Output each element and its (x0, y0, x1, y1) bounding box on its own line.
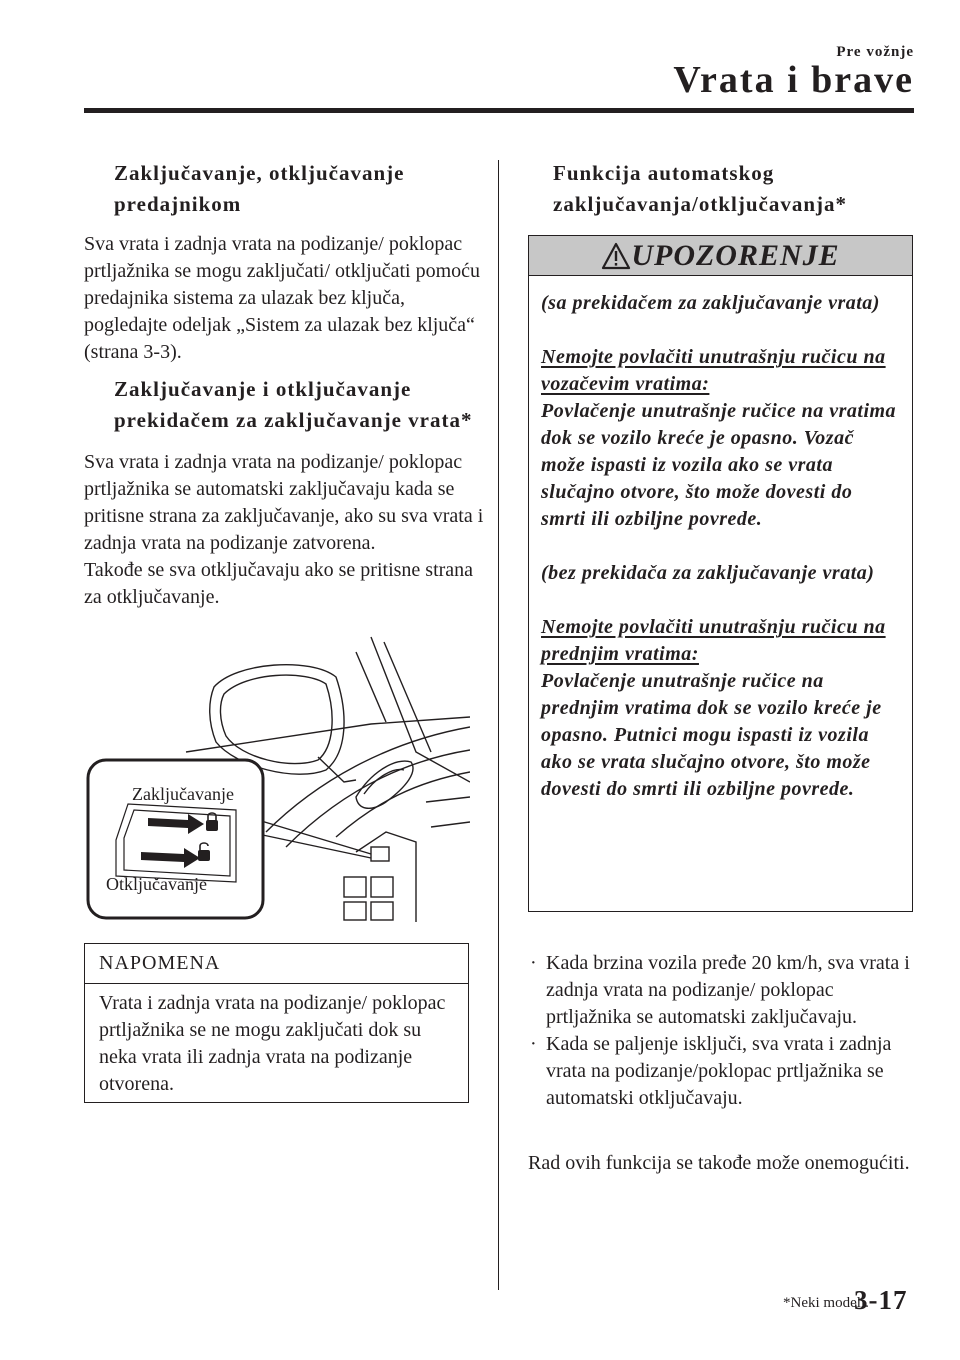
lock-switch-paragraph-1: Sva vrata i zadnja vrata na podizanje/ poklopac prtljažnika se automatski zaključavaju kada se pritisne strana za zaključavanje, ako su sva vrata i zadnja vrata na podizanje zatvorena. (84, 451, 484, 554)
section-body-transmitter: Sva vrata i zadnja vrata na podizanje/ poklopac prtljažnika se mogu zaključati/ otključati pomoću predajnika sistema za ulazak bez ključa, pogledajte odeljak „Sistem za ulazak bez ključa“ (strana 3-3). (84, 233, 480, 363)
door-lock-switch-illustration (86, 632, 470, 922)
warning-box (528, 235, 913, 912)
note-text: Vrata i zadnja vrata na podizanje/ poklopac prtljažnika se ne mogu zaključati dok su neka vrata ili zadnja vrata na podizanje otvorena. (99, 992, 446, 1095)
note-heading: NAPOMENA (85, 944, 468, 984)
column-divider (498, 160, 499, 1290)
page-number: 3-17 (854, 1285, 908, 1315)
warning-triangle-icon (601, 242, 631, 270)
page-title: Vrata i brave (673, 59, 914, 101)
section-heading-auto-lock: Funkcija automatskog zaključavanja/otključavanja* (553, 161, 848, 216)
warning-text-1: Povlačenje unutrašnje ručice na vratima dok se vozilo kreće je opasno. Vozač može ispasti iz vozila ako se vrata slučajno otvore, što može dovesti do smrti ili ozbiljne povrede. (541, 400, 897, 530)
list-item: · Kada brzina vozila pređe 20 km/h, sva vrata i zadnja vrata na podizanje/ poklopac prtljažnika se automatski zaključavaju. (530, 952, 910, 1028)
warning-heading: UPOZORENJE (631, 238, 840, 272)
section-heading-lock-switch: Zaključavanje i otključavanje prekidačem za zaključavanje vrata* (114, 377, 473, 432)
closing-text: Rad ovih funkcija se takođe može onemogućiti. (528, 1152, 910, 1174)
warning-title-2: Nemojte povlačiti unutrašnju ručicu na prednjim vratima: (541, 616, 886, 665)
bullet-text: Kada brzina vozila pređe 20 km/h, sva vrata i zadnja vrata na podizanje/ poklopac prtljažnika se automatski zaključavaju. (546, 952, 910, 1028)
header-rule (84, 108, 914, 113)
bullet-list (528, 950, 923, 1112)
footnote: *Neki modeli. (783, 1295, 869, 1311)
figure-label-unlock: Otključavanje (106, 874, 207, 894)
section-heading-transmitter: Zaključavanje, otključavanje predajnikom (114, 161, 405, 216)
warning-header (529, 236, 912, 276)
warning-text-2: Povlačenje unutrašnje ručice na prednjim vratima dok se vozilo kreće je opasno. Putnici mogu ispasti iz vozila ako se vrata slučajno otvore, što može dovesti do smrti ili ozbiljne povrede. (541, 670, 882, 800)
list-item: · Kada se paljenje isključi, sva vrata i zadnja vrata na podizanje/poklopac prtljažnika se automatski otključavaju. (530, 1033, 892, 1109)
figure-label-lock: Zaključavanje (132, 784, 234, 804)
section-body-lock-switch (84, 449, 484, 611)
bullet-text: Kada se paljenje isključi, sva vrata i zadnja vrata na podizanje/poklopac prtljažnika se automatski otključavaju. (546, 1033, 892, 1109)
note-box (84, 943, 469, 1103)
warning-body (529, 276, 912, 803)
warning-condition-1: (sa prekidačem za zaključavanje vrata) (541, 292, 880, 314)
warning-condition-2: (bez prekidača za zaključavanje vrata) (541, 562, 875, 584)
lock-switch-paragraph-2: Takođe se sva otključavaju ako se pritisne strana za otključavanje. (84, 559, 474, 608)
warning-title-1: Nemojte povlačiti unutrašnju ručicu na vozačevim vratima: (541, 346, 886, 395)
section-label: Pre vožnje (836, 44, 914, 60)
